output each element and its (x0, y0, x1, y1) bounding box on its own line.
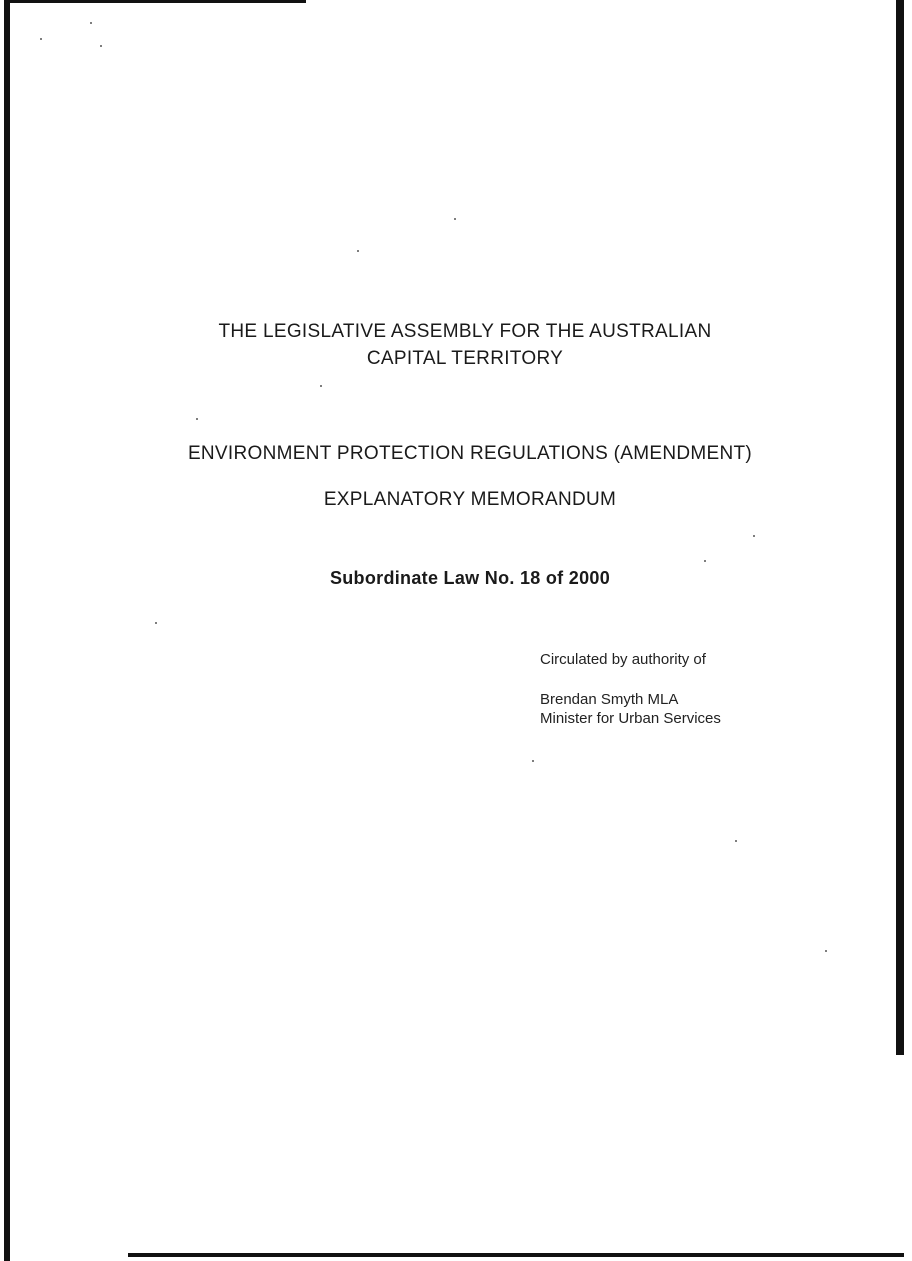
scan-speck (454, 218, 456, 220)
document-title: ENVIRONMENT PROTECTION REGULATIONS (AMENDMENT) (187, 443, 753, 464)
heading-line-2: CAPITAL TERRITORY (366, 348, 564, 369)
scan-speck (155, 622, 157, 624)
minister-title: Minister for Urban Services (540, 710, 721, 727)
scan-edge-bottom (128, 1253, 904, 1257)
scan-speck (90, 22, 92, 24)
authority-block (540, 650, 721, 728)
scan-speck (532, 760, 534, 762)
scan-edge-top (4, 0, 306, 3)
scan-speck (825, 950, 827, 952)
circulated-by-text: Circulated by authority of (540, 651, 706, 668)
scan-speck (704, 560, 706, 562)
scan-speck (40, 38, 42, 40)
heading-line-1: THE LEGISLATIVE ASSEMBLY FOR THE AUSTRALIAN (218, 321, 712, 342)
law-number: Subordinate Law No. 18 of 2000 (329, 568, 611, 588)
minister-name: Brendan Smyth MLA (540, 691, 679, 708)
scan-speck (357, 250, 359, 252)
scan-speck (735, 840, 737, 842)
assembly-heading (150, 318, 780, 372)
scan-edge-left (4, 0, 10, 1261)
scan-speck (753, 535, 755, 537)
scan-speck (100, 45, 102, 47)
scan-speck (196, 418, 198, 420)
scan-edge-right (896, 0, 904, 1055)
scan-speck (320, 385, 322, 387)
document-subtitle: EXPLANATORY MEMORANDUM (323, 489, 617, 510)
